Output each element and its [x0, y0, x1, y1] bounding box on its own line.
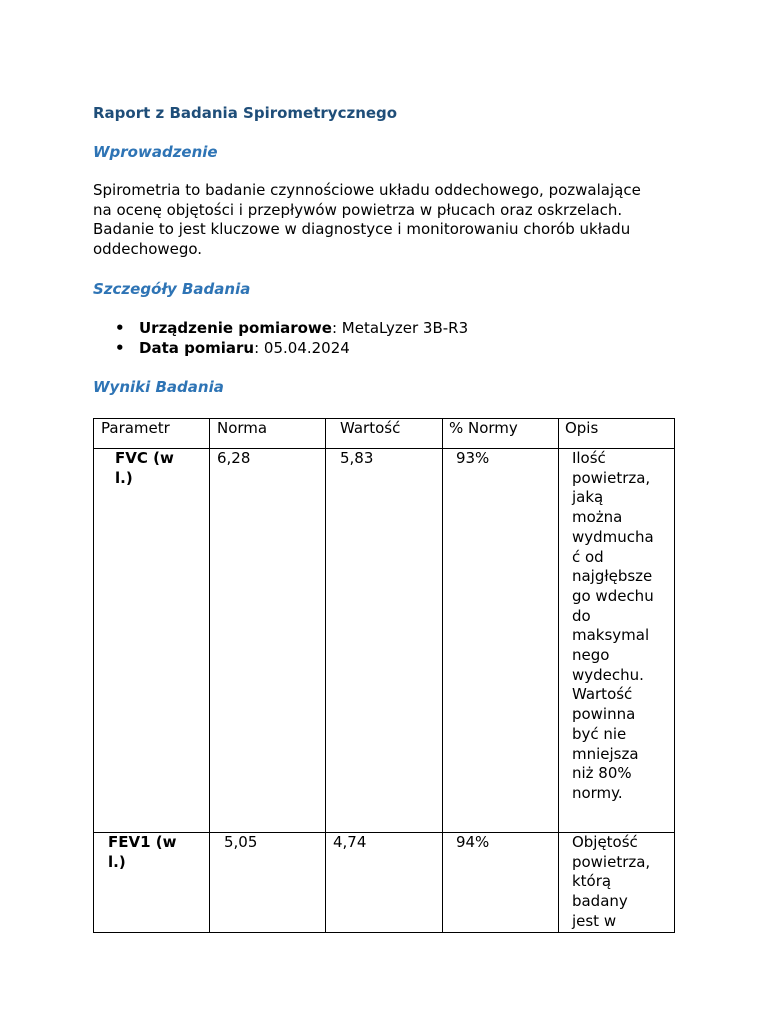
cell-norma: 6,28 — [209, 449, 325, 833]
intro-line: Badanie to jest kluczowe w diagnostyce i monitorowaniu chorób układu — [93, 220, 631, 239]
column-header-opis: Opis — [558, 419, 674, 449]
column-header-norma: Norma — [209, 419, 325, 449]
bullet-icon: • — [115, 339, 125, 357]
details-item-device — [93, 318, 468, 338]
parametr-line: l.) — [108, 852, 126, 871]
cell-norma: 5,05 — [209, 833, 325, 933]
cell-parametr — [94, 449, 210, 833]
section-heading-intro: Wprowadzenie — [93, 143, 218, 161]
cell-opis: Objętość powietrza, którą badany jest w — [558, 833, 674, 933]
details-value: : MetaLyzer 3B-R3 — [331, 319, 469, 337]
document-title: Raport z Badania Spirometrycznego — [93, 104, 398, 122]
details-item-date — [93, 338, 468, 358]
details-value: : 05.04.2024 — [254, 339, 350, 357]
parametr-line: l.) — [115, 468, 133, 487]
intro-paragraph — [93, 181, 675, 260]
section-heading-details: Szczegóły Badania — [93, 280, 251, 298]
column-header-wartosc: Wartość — [325, 419, 442, 449]
details-label: Urządzenie pomiarowe — [139, 319, 332, 337]
cell-opis: Ilość powietrza, jaką można wydmucha ć od najgłębsze go wdechu do maksymal nego wydechu. Wartość powinna być nie mniejsza niż 80% normy. — [558, 449, 674, 833]
column-header-procent: % Normy — [442, 419, 558, 449]
cell-parametr — [94, 833, 210, 933]
table-header-row — [94, 419, 675, 449]
details-list — [93, 318, 468, 358]
table-row — [94, 449, 675, 833]
parametr-line: FEV1 (w — [108, 833, 177, 851]
results-table — [93, 418, 675, 933]
intro-line: na ocenę objętości i przepływów powietrza w płucach oraz oskrzelach. — [93, 200, 623, 219]
table-row — [94, 833, 675, 933]
cell-wartosc: 5,83 — [325, 449, 442, 833]
column-header-parametr: Parametr — [94, 419, 210, 449]
intro-line: oddechowego. — [93, 240, 203, 259]
cell-procent: 93% — [442, 449, 558, 833]
intro-line: Spirometria to badanie czynnościowe układu oddechowego, pozwalające — [93, 181, 641, 199]
cell-procent: 94% — [442, 833, 558, 933]
parametr-line: FVC (w — [115, 449, 174, 467]
section-heading-results: Wyniki Badania — [93, 378, 224, 396]
bullet-icon: • — [115, 319, 125, 337]
details-label: Data pomiaru — [139, 339, 255, 357]
cell-wartosc: 4,74 — [325, 833, 442, 933]
